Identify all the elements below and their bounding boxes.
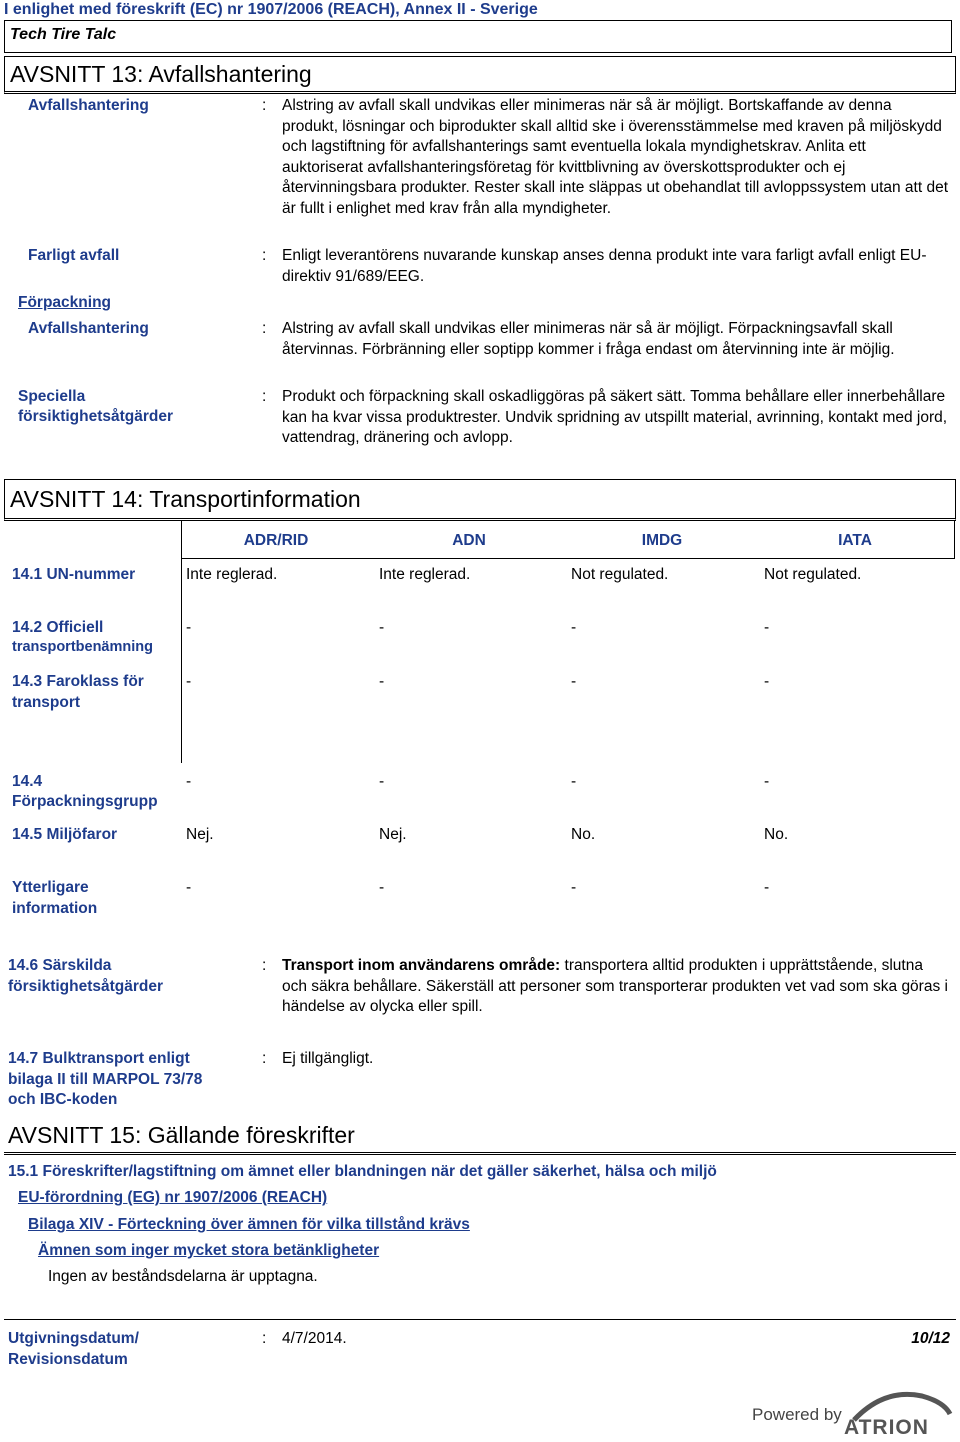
section-14-header	[4, 479, 956, 521]
table-cell: No.	[571, 826, 596, 843]
section-15-title: AVSNITT 15: Gällande föreskrifter	[8, 1122, 355, 1148]
table-cell: -	[571, 673, 577, 690]
un-number-label: 14.1 UN-nummer	[12, 566, 136, 583]
special-precautions-label-2: försiktighetsåtgärder	[18, 408, 174, 425]
colon: :	[262, 97, 267, 114]
packaging-waste-label: Avfallshantering	[28, 320, 149, 337]
additional-info-label-1: Ytterligare	[12, 879, 89, 896]
colon: :	[262, 320, 267, 337]
special-precautions-value: Produkt och förpackning skall oskadliggöras på säkert sätt. Tomma behållare eller innerbehållare kan ha kvar vissa produktrester. Undvik spridning av utspillt material, avrinning, kontakt med jord, vattendrag, dränering och avlopp.	[282, 388, 948, 447]
hazardous-waste-value: Enligt leverantörens nuvarande kunskap anses denna produkt inte vara farligt avfall enligt EU-direktiv 91/689/EEG.	[282, 247, 927, 285]
packing-group-label-1: 14.4	[12, 773, 43, 790]
special-precautions-text: transportera alltid produkten i upprättstående, slutna och säkra behållare. Säkerställ att personer som transporterar produkten vet vad som ska göras i händelse av olycka eller spill.	[282, 957, 948, 1016]
section-14-title: AVSNITT 14: Transportinformation	[10, 486, 361, 512]
revision-date-label-2: Revisionsdatum	[8, 1351, 128, 1368]
hazard-class-label-2: transport	[12, 694, 81, 711]
none-listed-text: Ingen av beståndsdelarna är upptagna.	[48, 1268, 318, 1285]
atrion-logo-text: ATRION	[844, 1416, 929, 1439]
column-header-imdg: IMDG	[641, 532, 683, 549]
bulk-transport-value: Ej tillgängligt.	[282, 1050, 374, 1067]
table-cell: Inte reglerad.	[379, 566, 471, 583]
special-precautions-bold: Transport inom användarens område:	[282, 957, 561, 974]
colon: :	[262, 1330, 267, 1347]
colon: :	[262, 388, 267, 405]
table-cell: Not regulated.	[764, 566, 862, 583]
environmental-hazards-label: 14.5 Miljöfaror	[12, 826, 118, 843]
table-cell: -	[186, 619, 192, 636]
colon: :	[262, 957, 267, 974]
product-name: Tech Tire Talc	[10, 26, 117, 43]
additional-info-label-2: information	[12, 900, 98, 917]
waste-treatment-label: Avfallshantering	[28, 97, 149, 114]
table-cell: -	[571, 773, 577, 790]
powered-by-text: Powered by	[752, 1405, 842, 1424]
table-cell: -	[379, 879, 385, 896]
regulations-heading: 15.1 Föreskrifter/lagstiftning om ämnet eller blandningen när det gäller säkerhet, hälsa och miljö	[8, 1163, 717, 1180]
table-cell: -	[186, 773, 192, 790]
column-header-adn: ADN	[452, 532, 486, 549]
revision-date-value: 4/7/2014.	[282, 1330, 347, 1347]
shipping-name-label-1: 14.2 Officiell	[12, 619, 104, 636]
column-header-iata: IATA	[838, 532, 872, 549]
table-cell: Nej.	[379, 826, 407, 843]
section-15-header	[4, 1117, 956, 1155]
product-name-box	[4, 20, 952, 53]
table-divider	[954, 521, 955, 559]
shipping-name-label-2: transportbenämning	[12, 639, 153, 655]
page-number: 10/12	[911, 1330, 950, 1347]
waste-treatment-value: Alstring av avfall skall undvikas eller minimeras när så är möjligt. Bortskaffande av denna produkt, lösningar och biprodukter skall alltid ske i överensstämmelse med kraven på miljöskydd och lagstiftning för avfallshanterings samt eventuella lokala myndighetskrav. Anlita ett auktoriserat avfallshanteringsföretag för kvittblivning av överskottsprodukter och ej återvinningsbara produkter. Rester skall inte släppas ut obehandlat till avloppssystem utan att det är fullt i enlighet med krav från alla myndigheter.	[282, 97, 949, 217]
table-cell: No.	[764, 826, 789, 843]
table-cell: -	[764, 773, 770, 790]
table-cell: -	[186, 673, 192, 690]
table-cell: -	[571, 619, 577, 636]
bulk-transport-label-2: bilaga II till MARPOL 73/78	[8, 1071, 203, 1088]
table-cell: Not regulated.	[571, 566, 669, 583]
table-cell: -	[764, 879, 770, 896]
revision-date-label-1: Utgivningsdatum/	[8, 1330, 139, 1347]
footer-divider	[4, 1319, 956, 1320]
hazard-class-label-1: 14.3 Faroklass för	[12, 673, 144, 690]
table-cell: -	[186, 879, 192, 896]
colon: :	[262, 247, 267, 264]
table-cell: -	[379, 773, 385, 790]
document-title: I enlighet med föreskrift (EC) nr 1907/2006 (REACH), Annex II - Sverige	[4, 1, 538, 18]
annex-xiv-link[interactable]: Bilaga XIV - Förteckning över ämnen för vilka tillstånd krävs	[28, 1216, 470, 1233]
column-header-adr: ADR/RID	[243, 532, 309, 549]
packaging-waste-value: Alstring av avfall skall undvikas eller minimeras när så är möjligt. Förpackningsavfall skall återvinnas. Förbränning eller soptipp kommer i fråga endast om återvinning inte är möjlig.	[282, 320, 895, 358]
svhc-link[interactable]: Ämnen som inger mycket stora betänkligheter	[38, 1242, 380, 1259]
table-cell: -	[571, 879, 577, 896]
table-divider	[181, 558, 955, 559]
special-user-precautions-label-1: 14.6 Särskilda	[8, 957, 112, 974]
section-13-title: AVSNITT 13: Avfallshantering	[10, 61, 312, 87]
packing-group-label-2: Förpackningsgrupp	[12, 793, 158, 810]
special-user-precautions-value	[282, 956, 950, 1018]
packaging-heading: Förpackning	[18, 294, 112, 311]
hazardous-waste-label: Farligt avfall	[28, 247, 120, 264]
special-precautions-label-1: Speciella	[18, 388, 86, 405]
table-cell: -	[764, 619, 770, 636]
bulk-transport-label-3: och IBC-koden	[8, 1091, 118, 1108]
table-cell: -	[379, 619, 385, 636]
table-cell: -	[379, 673, 385, 690]
table-cell: Inte reglerad.	[186, 566, 278, 583]
reach-regulation-link[interactable]: EU-förordning (EG) nr 1907/2006 (REACH)	[18, 1189, 328, 1206]
colon: :	[262, 1050, 267, 1067]
section-13-header	[4, 56, 956, 94]
table-cell: Nej.	[186, 826, 214, 843]
special-user-precautions-label-2: försiktighetsåtgärder	[8, 978, 164, 995]
table-cell: -	[764, 673, 770, 690]
atrion-logo	[844, 1386, 954, 1439]
bulk-transport-label-1: 14.7 Bulktransport enligt	[8, 1050, 190, 1067]
